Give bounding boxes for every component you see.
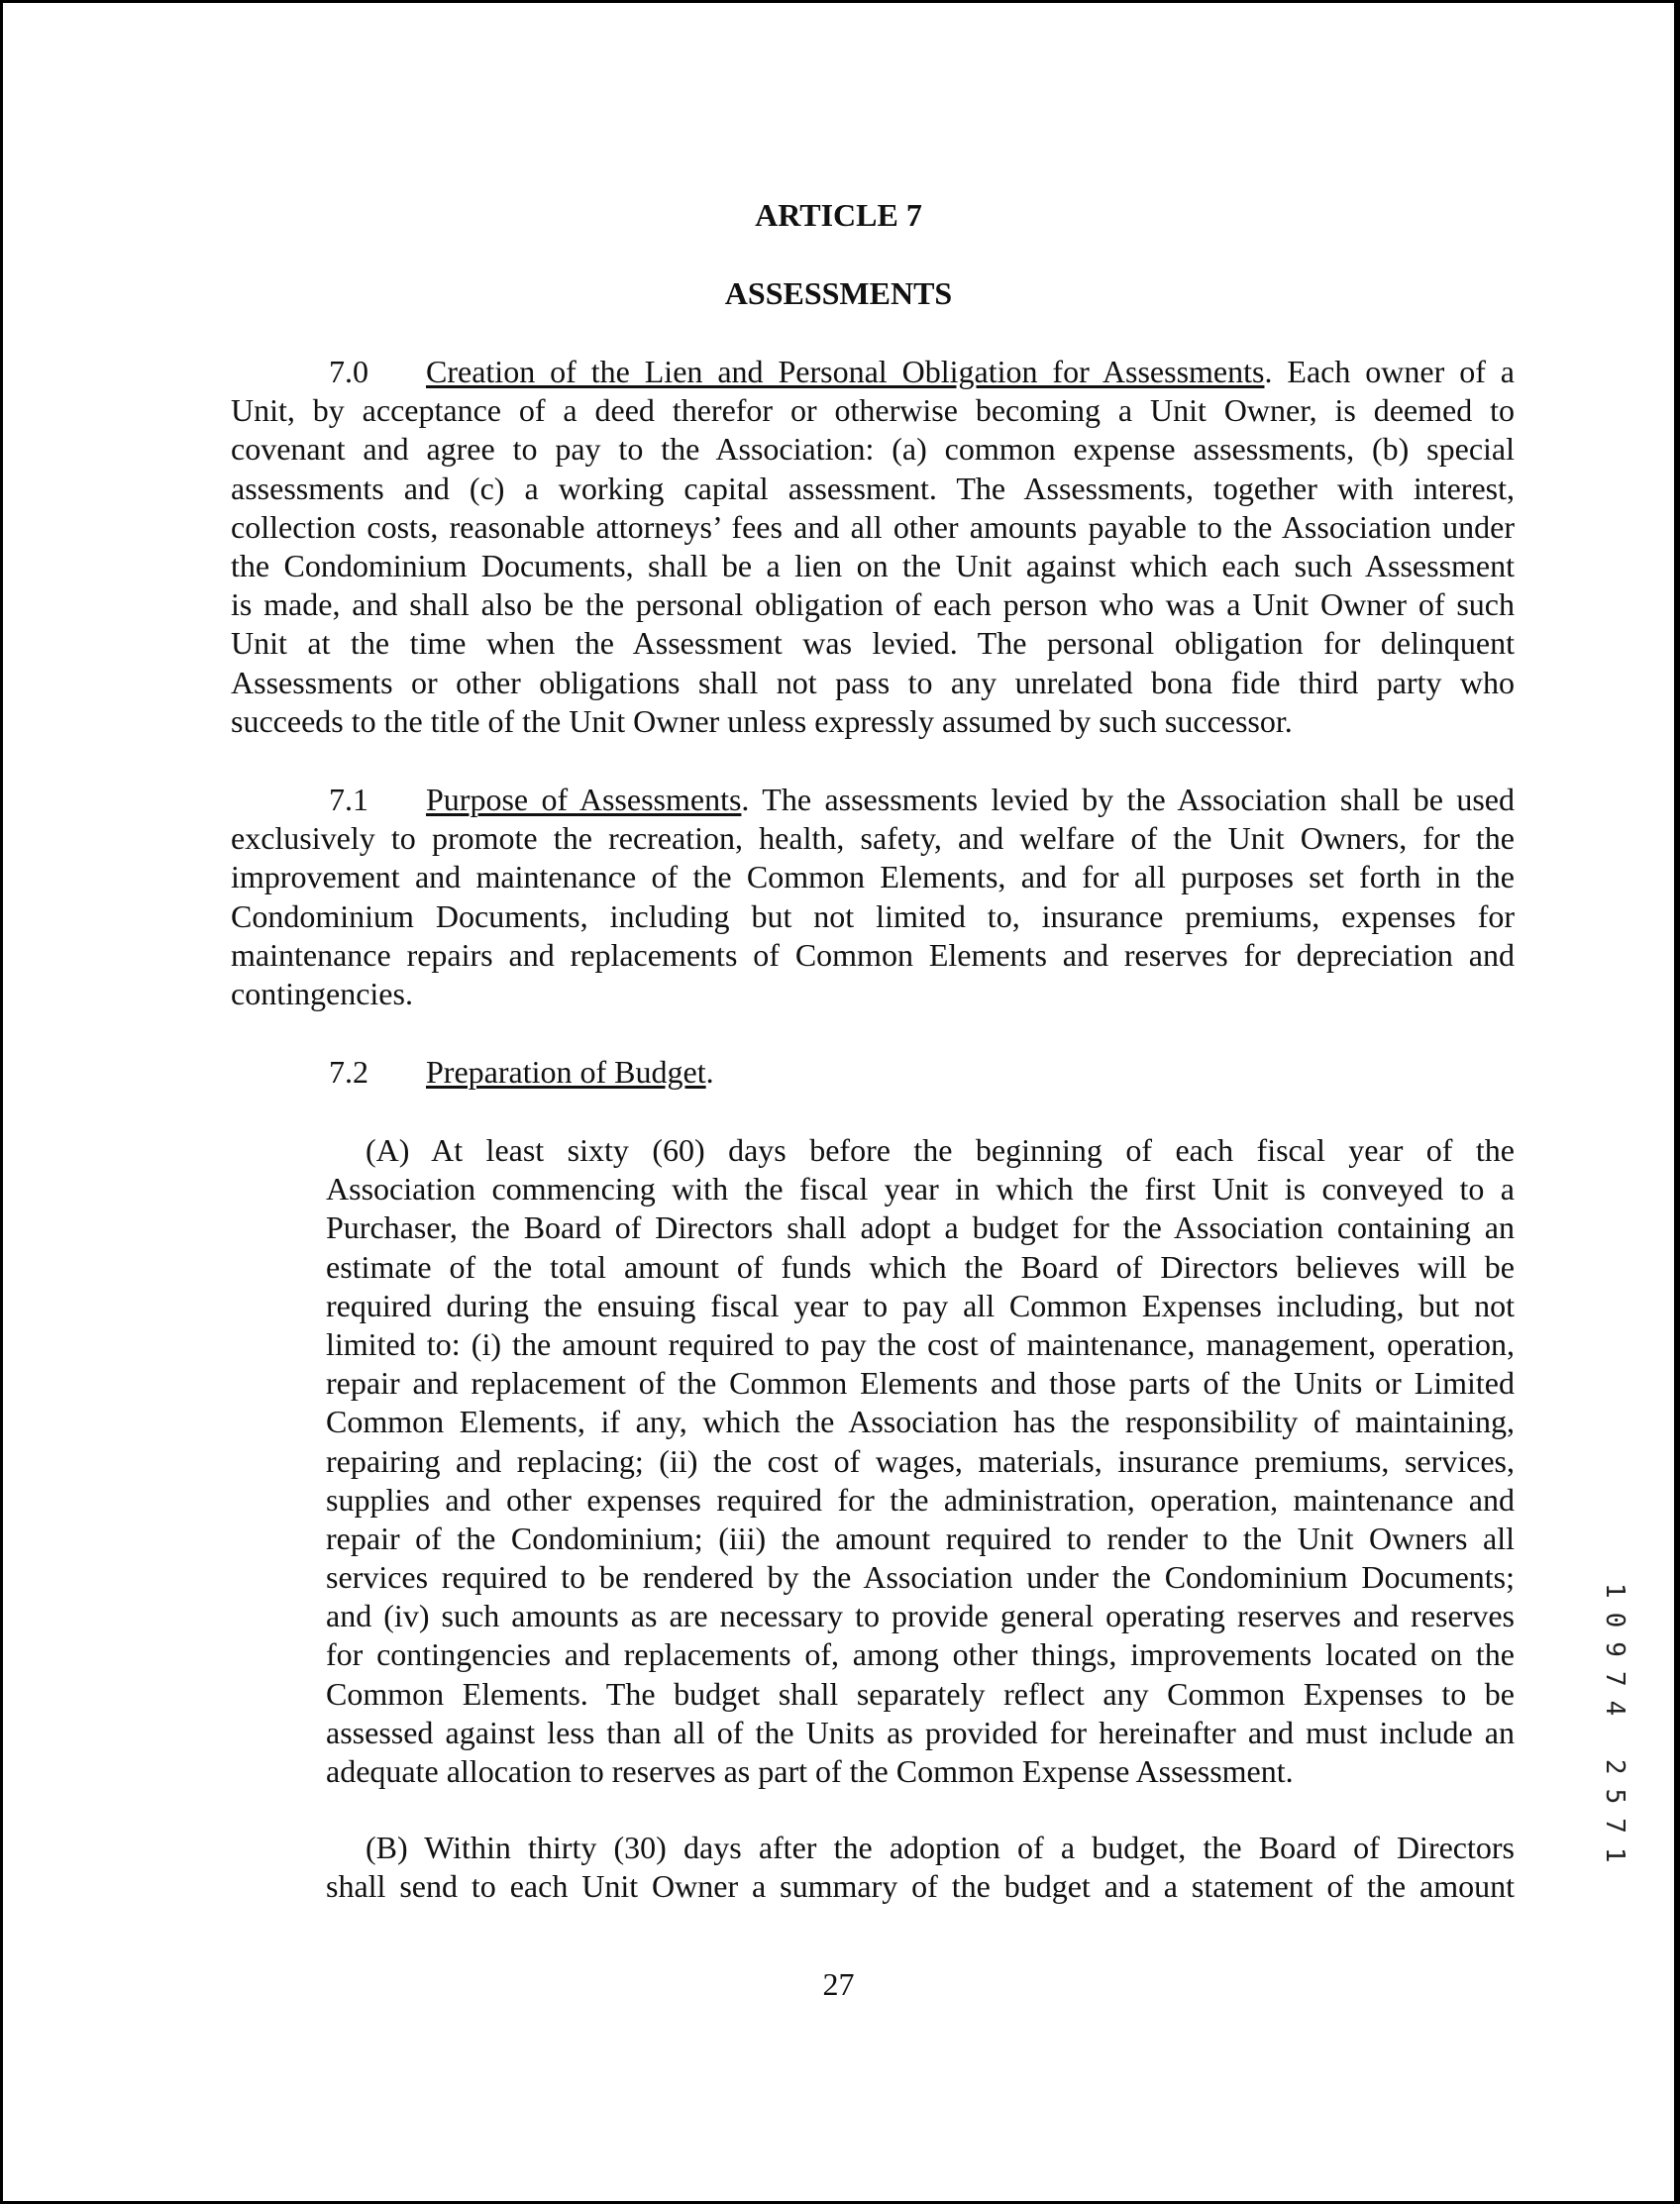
text-line: Common Elements, if any, which the Association has the responsibility of maintaining, — [326, 1404, 1515, 1440]
section-first-line — [231, 1053, 1515, 1092]
text-line: Unit, by acceptance of a deed therefor or otherwise becoming a Unit Owner, is deemed to — [231, 392, 1515, 429]
text-line: collection costs, reasonable attorneys’ fees and all other amounts payable to the Association under — [231, 508, 1515, 545]
article-subtitle: ASSESSMENTS — [724, 275, 953, 311]
page-number: 27 — [822, 1966, 855, 2002]
section-text: . Each owner of a — [1264, 354, 1515, 389]
text-line: the Condominium Documents, shall be a lien on the Unit against which each such Assessment — [231, 547, 1515, 583]
section-number: 7.1 — [329, 782, 368, 817]
side-stamp: 10974 2571 — [1600, 1583, 1629, 1877]
text-line: supplies and other expenses required for the administration, operation, maintenance and — [326, 1481, 1515, 1518]
text-line: and (iv) such amounts as are necessary to provide general operating reserves and reserves — [326, 1598, 1515, 1634]
section-heading: Creation of the Lien and Personal Obligation for Assessments — [426, 354, 1265, 389]
section-7-0 — [231, 353, 1515, 741]
text-line: covenant and agree to pay to the Association: (a) common expense assessments, (b) special — [231, 431, 1515, 468]
section-first-line — [231, 353, 1515, 391]
subsection-a — [326, 1131, 1515, 1791]
text-line: limited to: (i) the amount required to pay the cost of maintenance, management, operation, — [326, 1325, 1515, 1362]
text-line: Assessments or other obligations shall not pass to any unrelated bona fide third party who — [231, 664, 1515, 700]
text-line: required during the ensuing fiscal year to pay all Common Expenses including, but not — [326, 1287, 1515, 1323]
text-line: succeeds to the title of the Unit Owner unless expressly assumed by such successor. — [231, 702, 1293, 739]
section-heading: Purpose of Assessments — [426, 782, 742, 817]
text-line: services required to be rendered by the Association under the Condominium Documents; — [326, 1559, 1515, 1596]
text-line: Purchaser, the Board of Directors shall adopt a budget for the Association containing an — [326, 1209, 1515, 1246]
text-line: improvement and maintenance of the Common Elements, and for all purposes set forth in the — [231, 859, 1515, 895]
section-number: 7.2 — [329, 1054, 368, 1090]
section-number: 7.0 — [329, 354, 368, 389]
text-line: Condominium Documents, including but not limited to, insurance premiums, expenses for — [231, 897, 1515, 934]
text-line: for contingencies and replacements of, among other things, improvements located on the — [326, 1636, 1515, 1673]
section-text: . The assessments levied by the Association shall be used — [741, 782, 1516, 817]
text-line: (A) At least sixty (60) days before the beginning of each fiscal year of the — [366, 1132, 1515, 1168]
section-7-1 — [231, 781, 1515, 1013]
text-line: adequate allocation to reserves as part of the Common Expense Assessment. — [326, 1753, 1294, 1789]
text-line: contingencies. — [231, 975, 413, 1011]
text-line: maintenance repairs and replacements of Common Elements and reserves for depreciation and — [231, 936, 1515, 973]
text-line: assessed against less than all of the Units as provided for hereinafter and must include an — [326, 1714, 1515, 1750]
subsection-b — [326, 1829, 1515, 1906]
text-line: estimate of the total amount of funds which the Board of Directors believes will be — [326, 1248, 1515, 1285]
article-title: ARTICLE 7 — [755, 197, 922, 233]
section-7-2 — [231, 1053, 1515, 1092]
text-line: (B) Within thirty (30) days after the adoption of a budget, the Board of Directors — [366, 1830, 1515, 1865]
text-line: repair of the Condominium; (iii) the amount required to render to the Unit Owners all — [326, 1520, 1515, 1556]
text-line: repairing and replacing; (ii) the cost of wages, materials, insurance premiums, services, — [326, 1442, 1515, 1479]
text-line: exclusively to promote the recreation, health, safety, and welfare of the Unit Owners, for the — [231, 820, 1515, 857]
text-line: Unit at the time when the Assessment was levied. The personal obligation for delinquent — [231, 625, 1515, 662]
text-line: repair and replacement of the Common Elements and those parts of the Units or Limited — [326, 1365, 1515, 1402]
section-first-line — [231, 781, 1515, 819]
text-line: is made, and shall also be the personal obligation of each person who was a Unit Owner of such — [231, 586, 1515, 623]
text-line: assessments and (c) a working capital assessment. The Assessments, together with interest, — [231, 470, 1515, 506]
text-line: Common Elements. The budget shall separately reflect any Common Expenses to be — [326, 1675, 1515, 1712]
text-line: Association commencing with the fiscal year in which the first Unit is conveyed to a — [326, 1171, 1515, 1207]
section-text: . — [705, 1054, 714, 1090]
text-line: shall send to each Unit Owner a summary of the budget and a statement of the amount — [326, 1868, 1515, 1905]
section-heading: Preparation of Budget — [426, 1054, 706, 1090]
